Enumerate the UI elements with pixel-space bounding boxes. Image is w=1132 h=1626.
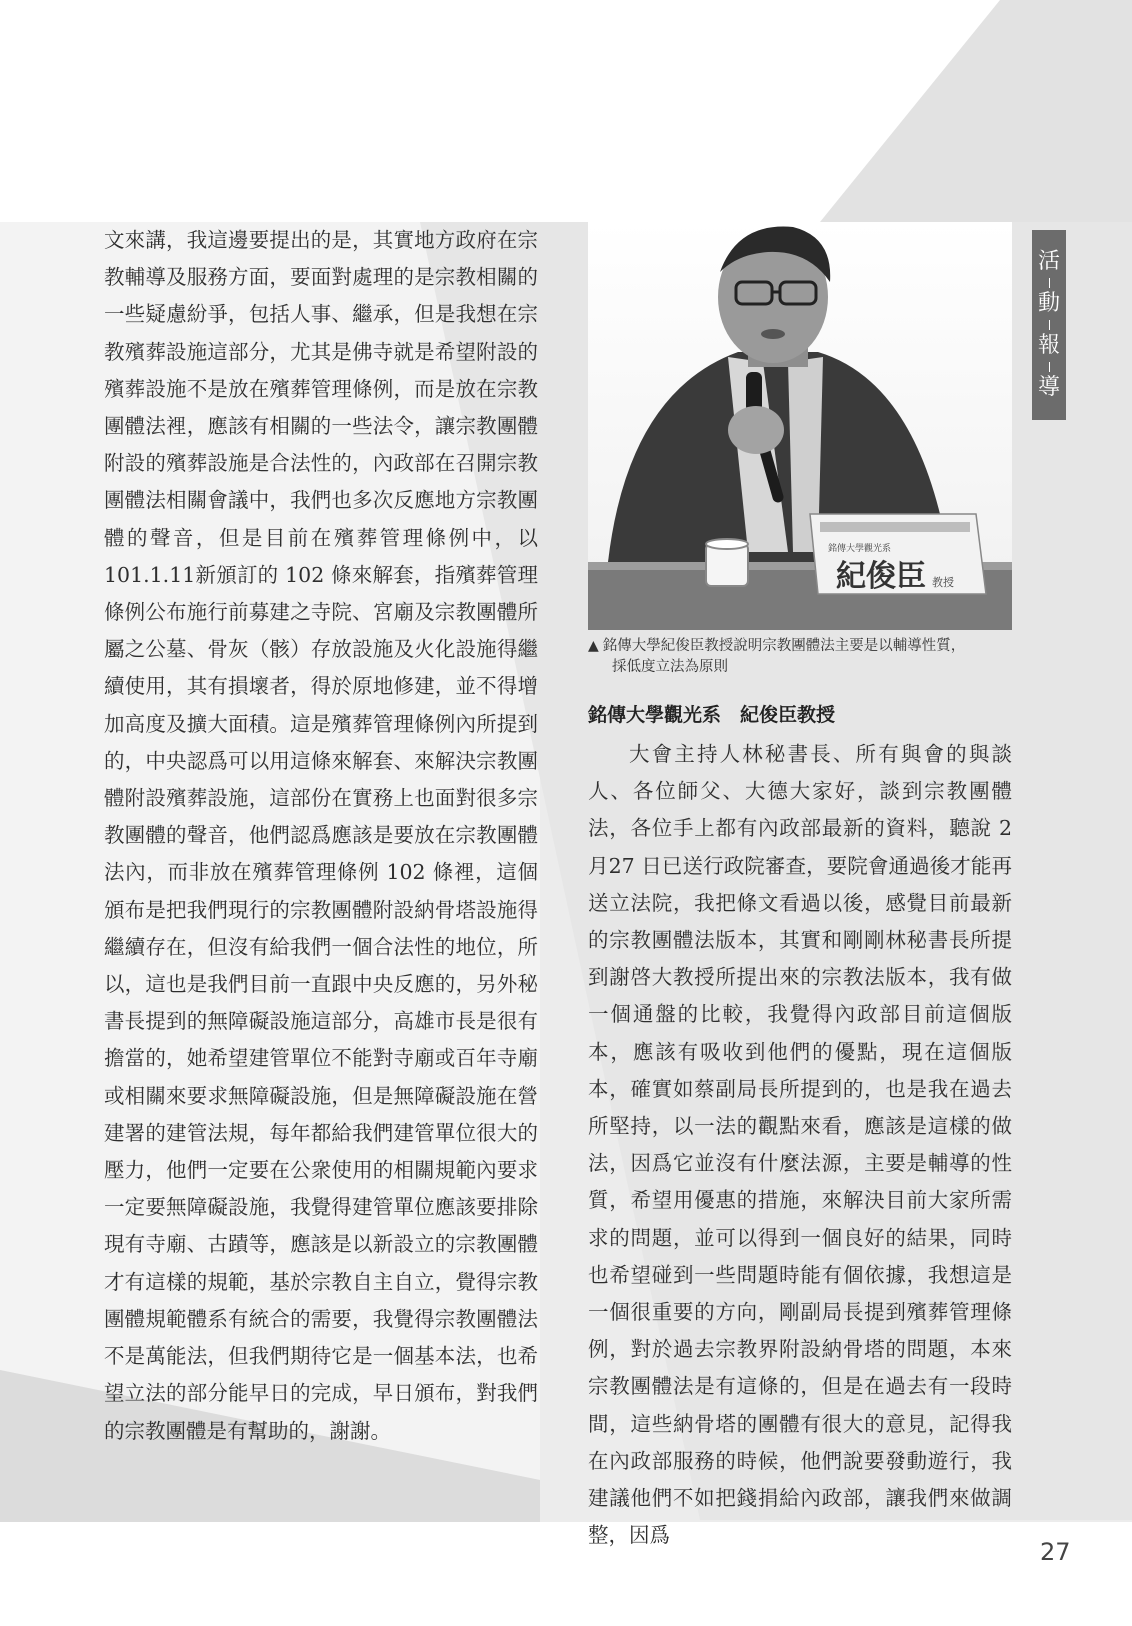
placard-header: 銘傳大學觀光系 (828, 544, 892, 554)
tab-separator (1049, 320, 1050, 330)
page-number: 27 (1040, 1538, 1071, 1566)
placard-title: 教授 (932, 576, 954, 589)
tab-char: 導 (1037, 375, 1060, 400)
photo-caption (588, 636, 1012, 678)
caption-line-1: 銘傳大學紀俊臣教授說明宗教團體法主要是以輔導性質， (602, 638, 966, 654)
speaker-photo (588, 222, 1012, 630)
triangle-icon: ▲ (588, 638, 599, 654)
tab-separator (1049, 278, 1050, 288)
placard-name: 紀俊臣 (836, 559, 926, 594)
tab-char: 報 (1037, 333, 1060, 358)
right-column (588, 736, 1012, 1554)
section-tab (1032, 230, 1066, 420)
tab-separator (1049, 362, 1050, 372)
tab-char: 活 (1037, 249, 1060, 274)
caption-line-2: 採低度立法為原則 (612, 659, 728, 675)
tab-char: 動 (1037, 291, 1060, 316)
speaker-heading: 銘傳大學觀光系 紀俊臣教授 (588, 704, 836, 726)
left-column (104, 222, 538, 1450)
left-column-text: 文來講，我這邊要提出的是，其實地方政府在宗教輔導及服務方面，要面對處理的是宗教相關的一些疑慮紛爭，包括人事、繼承，但是我想在宗教殯葬設施這部分，尤其是佛寺就是希望附設的殯葬設施不是放在殯葬管理條例，而是放在宗教團體法裡，應該有相關的一些法令，讓宗教團體附設的殯葬設施是合法性的，內政部在召開宗教團體法相關會議中，我們也多次反應地方宗教團體的聲音，但是目前在殯葬管理條例中，以101.1.11新頒訂的 102 條來解套，指殯葬管理條例公布施行前募建之寺院、宮廟及宗教團體所屬之公墓、骨灰（骸）存放設施及火化設施得繼續使用，其有損壞者，得於原地修建，並不得增加高度及擴大面積。這是殯葬管理條例內所提到的，中央認爲可以用這條來解套、來解決宗教團體附設殯葬設施，這部份在實務上也面對很多宗教團體的聲音，他們認爲應該是要放在宗教團體法內，而非放在殯葬管理條例 102 條裡，這個頒布是把我們現行的宗教團體附設納骨塔設施得繼續存在，但沒有給我們一個合法性的地位，所以，這也是我們目前一直跟中央反應的，另外秘書長提到的無障礙設施這部分，高雄市長是很有擔當的，她希望建管單位不能對寺廟或百年寺廟或相關來要求無障礙設施，但是無障礙設施在營建署的建管法規，每年都給我們建管單位很大的壓力，他們一定要在公衆使用的相關規範內要求一定要無障礙設施，我覺得建管單位應該要排除現有寺廟、古蹟等，應該是以新設立的宗教團體才有這樣的規範，基於宗教自主自立，覺得宗教團體規範體系有統合的需要，我覺得宗教團體法不是萬能法，但我們期待它是一個基本法，也希望立法的部分能早日的完成，早日頒布，對我們的宗教團體是有幫助的，謝謝。 (104, 228, 538, 1443)
right-column-text: 大會主持人林秘書長、所有與會的與談人、各位師父、大德大家好，談到宗教團體法，各位手上都有內政部最新的資料，聽說 2 月27 日已送行政院審查，要院會通過後才能再送立法院，我把條文看過以後，感覺目前最新的宗教團體法版本，其實和剛剛林秘書長所提到謝啓大教授所提出來的宗教法版本，我有做一個通盤的比較，我覺得內政部目前這個版本，應該有吸收到他們的優點，現在這個版本，確實如蔡副局長所提到的，也是我在過去所堅持，以一法的觀點來看，應該是這樣的做法，因爲它並沒有什麼法源，主要是輔導的性質，希望用優惠的措施，來解決目前大家所需求的問題，並可以得到一個良好的結果，同時也希望碰到一些問題時能有個依據，我想這是一個很重要的方向，剛副局長提到殯葬管理條例，對於過去宗教界附設納骨塔的問題，本來宗教團體法是有這條的，但是在過去有一段時間，這些納骨塔的團體有很大的意見，記得我在內政部服務的時候，他們說要發動遊行，我建議他們不如把錢捐給內政部，讓我們來做調整，因爲 (588, 742, 1012, 1548)
